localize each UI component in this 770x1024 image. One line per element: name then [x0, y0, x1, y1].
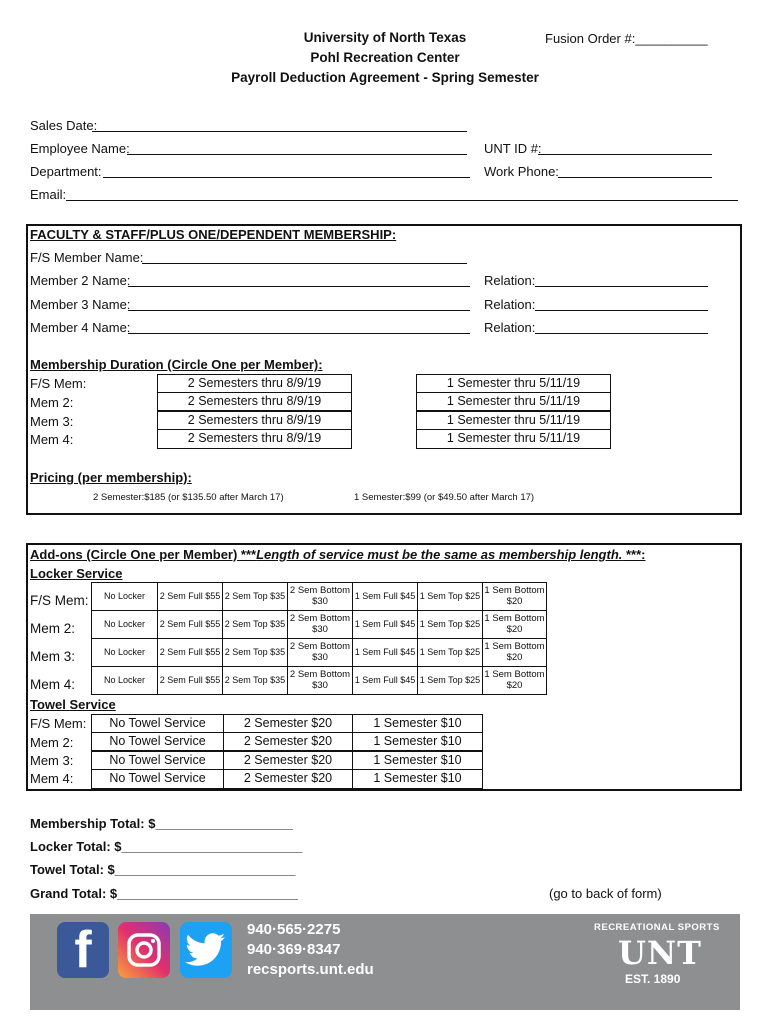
- department-label: Department:: [30, 164, 102, 179]
- member2-name-label: Member 2 Name:: [30, 273, 131, 288]
- pricing-one-semester: 1 Semester:$99 (or $49.50 after March 17): [354, 492, 535, 503]
- pricing-two-semester: 2 Semester:$185 (or $135.50 after March 17): [93, 492, 284, 503]
- one-sem-bottom-label: 1 Sem Bottom: [484, 668, 545, 680]
- employee-name-field[interactable]: [127, 154, 467, 155]
- one-sem-bottom-option[interactable]: [482, 610, 547, 639]
- no-locker-option[interactable]: No Locker: [91, 666, 158, 695]
- locker-row-label: Mem 2:: [30, 621, 76, 636]
- addons-heading-start: Add-ons (Circle One per Member) ***: [30, 547, 257, 562]
- one-sem-bottom-label: 1 Sem Bottom: [484, 640, 545, 652]
- two-sem-top-option[interactable]: 2 Sem Top $35: [222, 610, 288, 639]
- two-sem-bottom-label: 2 Sem Bottom: [289, 640, 351, 652]
- towel-row-label: Mem 3:: [30, 753, 74, 768]
- one-sem-bottom-option[interactable]: [482, 666, 547, 695]
- addons-heading-italic: Length of service must be the same as membership length.: [256, 547, 623, 562]
- relation4-label: Relation:: [484, 320, 536, 335]
- one-sem-bottom-label: 1 Sem Bottom: [484, 584, 545, 596]
- two-sem-top-option[interactable]: 2 Sem Top $35: [222, 582, 288, 611]
- one-sem-bottom-label: 1 Sem Bottom: [484, 612, 545, 624]
- sales-date-field[interactable]: [92, 131, 467, 132]
- towel-one-sem-option[interactable]: 1 Semester $10: [352, 714, 483, 733]
- relation4-field[interactable]: [535, 333, 708, 334]
- locker-heading: Locker Service: [30, 566, 123, 581]
- facebook-icon[interactable]: f: [57, 922, 109, 978]
- two-sem-full-option[interactable]: 2 Sem Full $55: [157, 638, 223, 667]
- duration-row-label: Mem 3:: [30, 414, 74, 429]
- no-locker-option[interactable]: No Locker: [91, 638, 158, 667]
- one-sem-full-option[interactable]: 1 Sem Full $45: [352, 582, 418, 611]
- addons-heading: [30, 547, 646, 562]
- relation3-label: Relation:: [484, 297, 536, 312]
- locker-row-label: Mem 4:: [30, 677, 76, 692]
- duration-two-sem-option[interactable]: 2 Semesters thru 8/9/19: [157, 411, 352, 430]
- twitter-bird-glyph: [185, 932, 227, 968]
- member2-name-field[interactable]: [128, 286, 470, 287]
- two-sem-full-option[interactable]: 2 Sem Full $55: [157, 610, 223, 639]
- membership-total[interactable]: Membership Total: $___________________: [30, 816, 293, 831]
- two-sem-bottom-option[interactable]: [287, 638, 353, 667]
- towel-one-sem-option[interactable]: 1 Semester $10: [352, 732, 483, 751]
- instagram-glyph: [124, 930, 164, 970]
- two-sem-bottom-price: $30: [312, 679, 328, 691]
- university-title: University of North Texas: [303, 30, 467, 45]
- grand-total[interactable]: Grand Total: $_________________________: [30, 886, 298, 901]
- department-field[interactable]: [103, 177, 470, 178]
- no-locker-option[interactable]: No Locker: [91, 582, 158, 611]
- two-sem-bottom-label: 2 Sem Bottom: [289, 584, 351, 596]
- work-phone-field[interactable]: [558, 177, 712, 178]
- towel-row-label: Mem 2:: [30, 735, 74, 750]
- duration-two-sem-option[interactable]: 2 Semesters thru 8/9/19: [157, 392, 352, 411]
- towel-two-sem-option[interactable]: 2 Semester $20: [223, 751, 353, 770]
- relation2-field[interactable]: [535, 286, 708, 287]
- no-towel-option[interactable]: No Towel Service: [91, 732, 224, 751]
- addons-heading-end: ***:: [622, 547, 646, 562]
- duration-one-sem-option[interactable]: 1 Semester thru 5/11/19: [416, 411, 611, 430]
- website-link[interactable]: recsports.unt.edu: [247, 961, 374, 978]
- back-of-form-note: (go to back of form): [549, 886, 662, 901]
- footer-banner: [30, 914, 740, 1010]
- member3-name-field[interactable]: [128, 310, 470, 311]
- duration-row-label: Mem 2:: [30, 395, 74, 410]
- phone-number-1[interactable]: 940·565·2275: [247, 921, 341, 938]
- towel-row-label: Mem 4:: [30, 771, 74, 786]
- one-sem-bottom-price: $20: [506, 595, 523, 607]
- one-sem-top-option[interactable]: 1 Sem Top $25: [417, 638, 483, 667]
- relation2-label: Relation:: [484, 273, 536, 288]
- one-sem-bottom-price: $20: [506, 651, 523, 663]
- phone-number-2[interactable]: 940·369·8347: [247, 941, 341, 958]
- one-sem-top-option[interactable]: 1 Sem Top $25: [417, 582, 483, 611]
- towel-heading: Towel Service: [30, 697, 116, 712]
- no-towel-option[interactable]: No Towel Service: [91, 751, 224, 770]
- two-sem-bottom-option[interactable]: [287, 610, 353, 639]
- duration-one-sem-option[interactable]: 1 Semester thru 5/11/19: [416, 429, 611, 449]
- pricing-heading: Pricing (per membership):: [30, 470, 192, 485]
- duration-row-label: F/S Mem:: [30, 376, 87, 391]
- two-sem-bottom-option[interactable]: [287, 666, 353, 695]
- member4-name-field[interactable]: [128, 333, 470, 334]
- fusion-order-field[interactable]: Fusion Order #:__________: [545, 31, 708, 46]
- one-sem-full-option[interactable]: 1 Sem Full $45: [352, 666, 418, 695]
- duration-two-sem-option[interactable]: 2 Semesters thru 8/9/19: [157, 429, 352, 449]
- one-sem-bottom-option[interactable]: [482, 582, 547, 611]
- two-sem-top-option[interactable]: 2 Sem Top $35: [222, 666, 288, 695]
- brand-subtitle: RECREATIONAL SPORTS: [594, 922, 720, 933]
- no-towel-option[interactable]: No Towel Service: [91, 714, 224, 733]
- duration-heading: Membership Duration (Circle One per Member):: [30, 357, 323, 372]
- one-sem-bottom-price: $20: [506, 679, 523, 691]
- one-sem-full-option[interactable]: 1 Sem Full $45: [352, 610, 418, 639]
- unt-id-field[interactable]: [538, 154, 712, 155]
- two-sem-full-option[interactable]: 2 Sem Full $55: [157, 582, 223, 611]
- employee-name-label: Employee Name:: [30, 141, 130, 156]
- two-sem-bottom-price: $30: [312, 623, 328, 635]
- one-sem-top-option[interactable]: 1 Sem Top $25: [417, 610, 483, 639]
- locker-row-label: F/S Mem:: [30, 593, 89, 608]
- towel-two-sem-option[interactable]: 2 Semester $20: [223, 769, 353, 789]
- one-sem-bottom-option[interactable]: [482, 638, 547, 667]
- unt-id-label: UNT ID #:: [484, 141, 542, 156]
- member3-name-label: Member 3 Name:: [30, 297, 131, 312]
- unt-logo: UNT: [618, 934, 702, 972]
- no-locker-option[interactable]: No Locker: [91, 610, 158, 639]
- towel-two-sem-option[interactable]: 2 Semester $20: [223, 714, 353, 733]
- member4-name-label: Member 4 Name:: [30, 320, 131, 335]
- fs-member-name-label: F/S Member Name:: [30, 250, 144, 265]
- duration-one-sem-option[interactable]: 1 Semester thru 5/11/19: [416, 392, 611, 411]
- locker-total[interactable]: Locker Total: $_________________________: [30, 839, 303, 854]
- two-sem-full-option[interactable]: 2 Sem Full $55: [157, 666, 223, 695]
- two-sem-bottom-price: $30: [312, 651, 328, 663]
- email-field[interactable]: [66, 200, 738, 201]
- towel-row-label: F/S Mem:: [30, 716, 87, 731]
- sales-date-label: Sales Date:: [30, 118, 98, 133]
- two-sem-bottom-label: 2 Sem Bottom: [289, 612, 351, 624]
- duration-row-label: Mem 4:: [30, 432, 74, 447]
- two-sem-bottom-price: $30: [312, 595, 328, 607]
- two-sem-bottom-label: 2 Sem Bottom: [289, 668, 351, 680]
- towel-one-sem-option[interactable]: 1 Semester $10: [352, 751, 483, 770]
- towel-two-sem-option[interactable]: 2 Semester $20: [223, 732, 353, 751]
- locker-row-label: Mem 3:: [30, 649, 76, 664]
- center-title: Pohl Recreation Center: [310, 50, 460, 65]
- duration-two-sem-option[interactable]: 2 Semesters thru 8/9/19: [157, 374, 352, 393]
- two-sem-bottom-option[interactable]: [287, 582, 353, 611]
- towel-one-sem-option[interactable]: 1 Semester $10: [352, 769, 483, 789]
- one-sem-full-option[interactable]: 1 Sem Full $45: [352, 638, 418, 667]
- twitter-icon[interactable]: [180, 922, 232, 978]
- membership-heading: FACULTY & STAFF/PLUS ONE/DEPENDENT MEMBERSHIP:: [30, 227, 397, 242]
- one-sem-top-option[interactable]: 1 Sem Top $25: [417, 666, 483, 695]
- relation3-field[interactable]: [535, 310, 708, 311]
- established-text: EST. 1890: [625, 972, 681, 986]
- work-phone-label: Work Phone:: [484, 164, 559, 179]
- fs-member-name-field[interactable]: [142, 263, 467, 264]
- towel-total[interactable]: Towel Total: $_________________________: [30, 862, 296, 877]
- email-label: Email:: [30, 187, 67, 202]
- one-sem-bottom-price: $20: [506, 623, 523, 635]
- duration-one-sem-option[interactable]: 1 Semester thru 5/11/19: [416, 374, 611, 393]
- instagram-icon[interactable]: [118, 922, 170, 978]
- two-sem-top-option[interactable]: 2 Sem Top $35: [222, 638, 288, 667]
- no-towel-option[interactable]: No Towel Service: [91, 769, 224, 789]
- form-title: Payroll Deduction Agreement - Spring Semester: [231, 70, 539, 85]
